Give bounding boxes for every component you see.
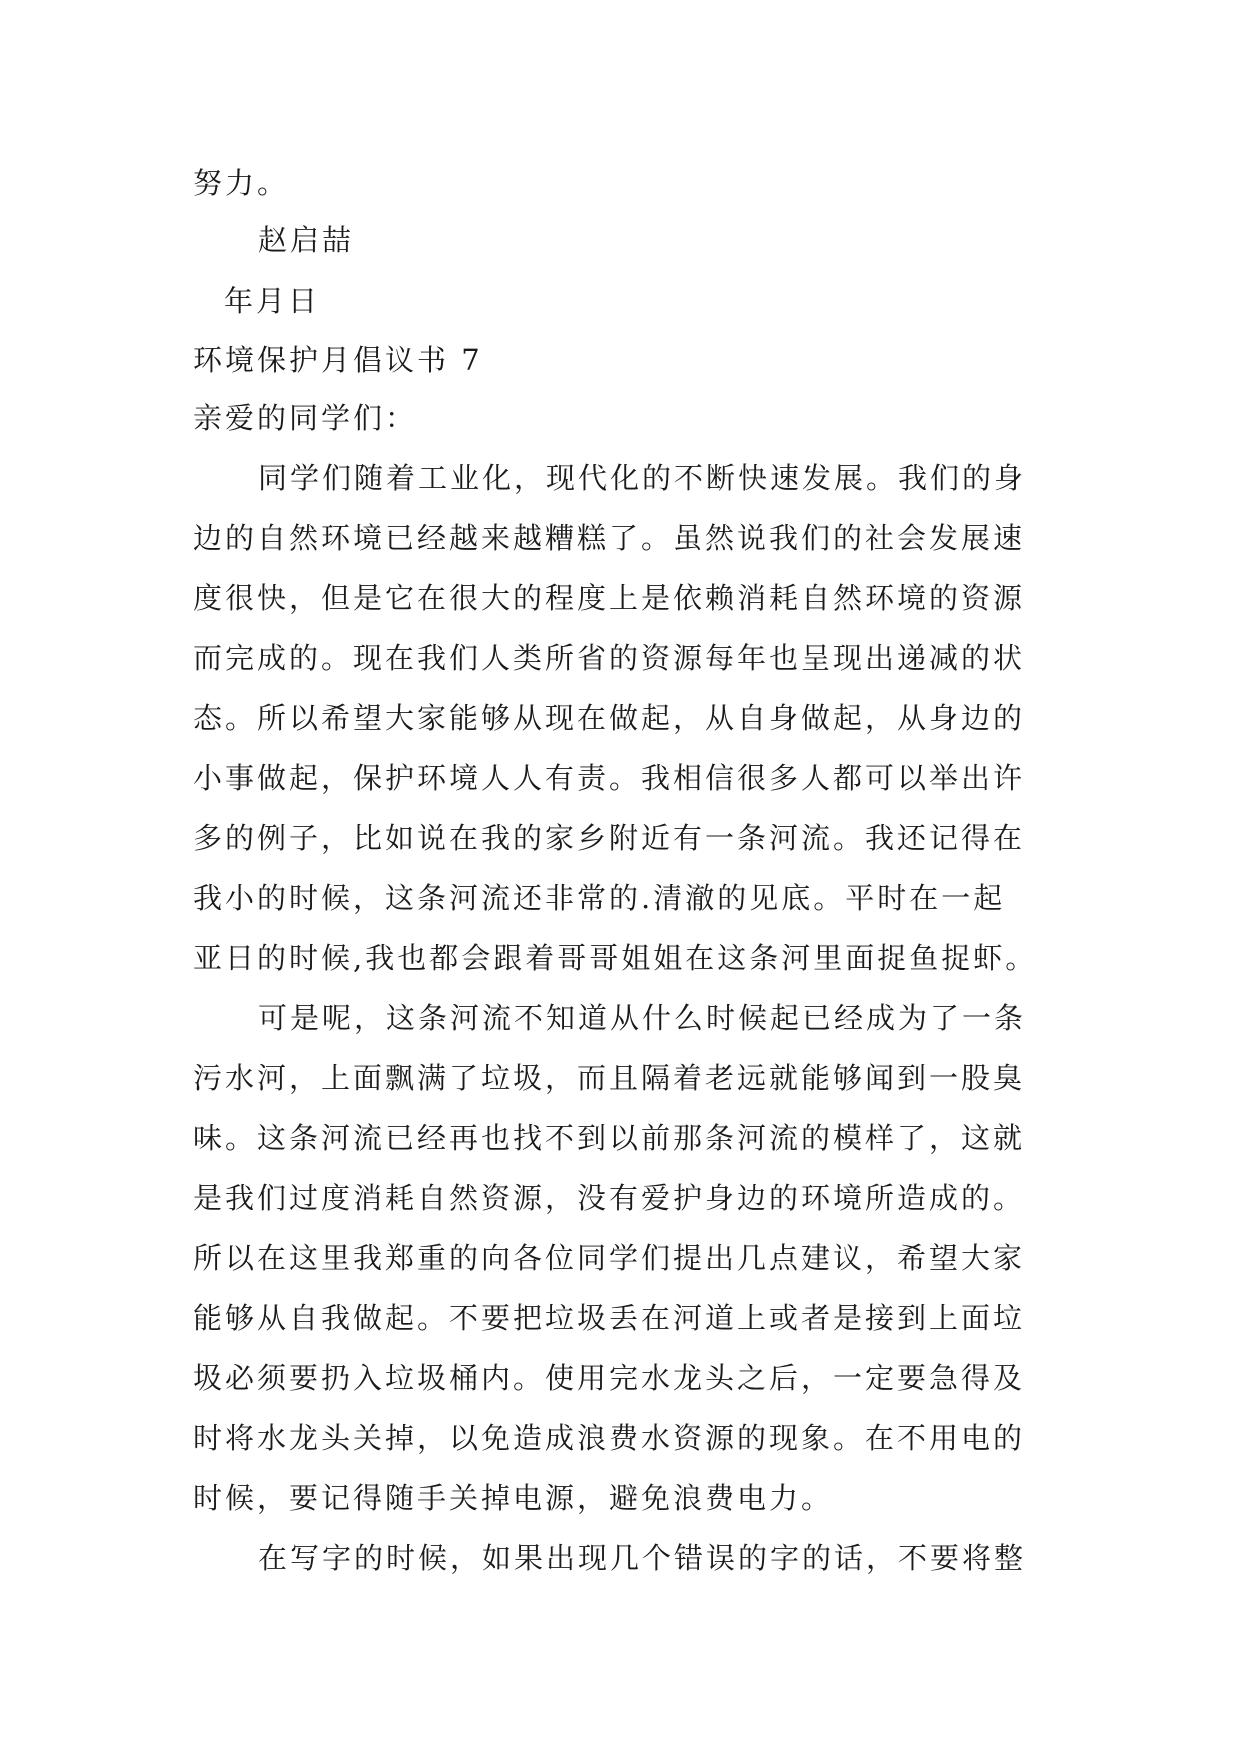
paragraph-line: 能够从自我做起。不要把垃圾丢在河道上或者是接到上面垃 xyxy=(193,1301,1026,1335)
paragraph-line: 度很快，但是它在很大的程度上是依赖消耗自然环境的资源 xyxy=(193,581,1026,615)
paragraph-line: 时将水龙头关掉，以免造成浪费水资源的现象。在不用电的 xyxy=(193,1421,1026,1455)
paragraph-line: 边的自然环境已经越来越糟糕了。虽然说我们的社会发展速 xyxy=(193,521,1026,555)
paragraph-line: 时候，要记得随手关掉电源，避免浪费电力。 xyxy=(193,1481,834,1515)
paragraph-line: 态。所以希望大家能够从现在做起，从自身做起，从身边的 xyxy=(193,701,1026,735)
paragraph-line: 我小的时候，这条河流还非常的.清澈的见底。平时在一起 xyxy=(193,881,1006,915)
paragraph-line: 而完成的。现在我们人类所省的资源每年也呈现出递减的状 xyxy=(193,641,1026,675)
paragraph-line: 多的例子，比如说在我的家乡附近有一条河流。我还记得在 xyxy=(193,821,1026,855)
paragraph-line: 污水河，上面飘满了垃圾，而且隔着老远就能够闻到一股臭 xyxy=(193,1061,1026,1095)
paragraph-line: 亚日的时候,我也都会跟着哥哥姐姐在这条河里面捉鱼捉虾。 xyxy=(193,941,1038,975)
paragraph-line: 同学们随着工业化，现代化的不断快速发展。我们的身 xyxy=(258,461,1027,495)
signature-name: 赵启喆 xyxy=(258,223,355,257)
date-line: 年月日 xyxy=(224,284,321,318)
text-line: 努力。 xyxy=(193,166,290,200)
section-title: 环境保护月倡议书 7 xyxy=(193,343,483,377)
paragraph-line: 可是呢，这条河流不知道从什么时候起已经成为了一条 xyxy=(258,1001,1027,1035)
paragraph-line: 小事做起，保护环境人人有责。我相信很多人都可以举出许 xyxy=(193,761,1026,795)
paragraph-line: 所以在这里我郑重的向各位同学们提出几点建议，希望大家 xyxy=(193,1241,1026,1275)
paragraph-line: 圾必须要扔入垃圾桶内。使用完水龙头之后，一定要急得及 xyxy=(193,1361,1026,1395)
paragraph-line: 在写字的时候，如果出现几个错误的字的话，不要将整 xyxy=(258,1541,1027,1575)
paragraph-line: 味。这条河流已经再也找不到以前那条河流的模样了，这就 xyxy=(193,1121,1026,1155)
paragraph-line: 是我们过度消耗自然资源，没有爱护身边的环境所造成的。 xyxy=(193,1181,1026,1215)
salutation: 亲爱的同学们： xyxy=(193,401,418,435)
